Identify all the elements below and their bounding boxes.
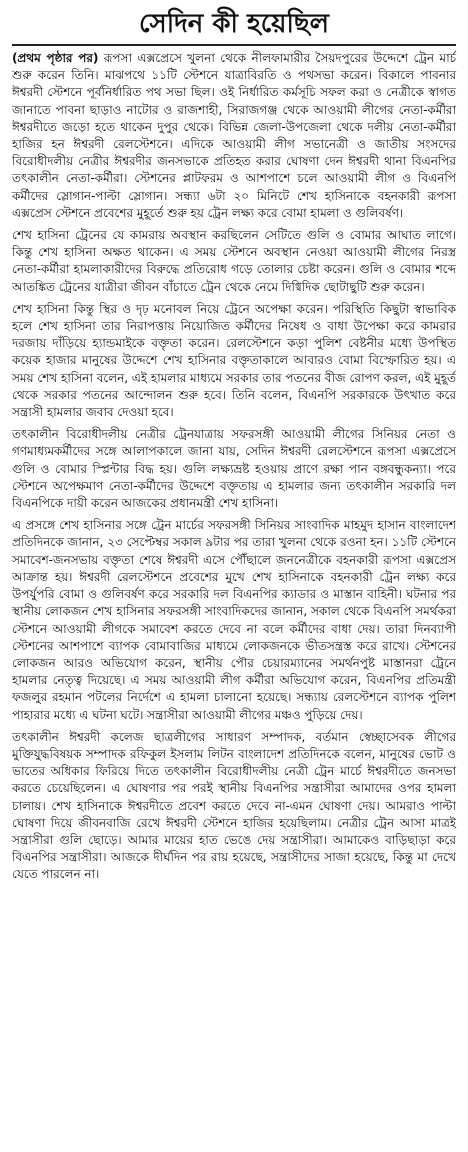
paragraph-text: রূপসা এক্সপ্রেসে খুলনা থেকে নীলফামারীর সৈয়দপুরের উদ্দেশে ট্রেন মার্চ শুরু করেন তিনি। মাঝপথে ১১টি স্টেশনে যাত্রাবিরতি ও পথসভা করেন। বিকালে পাবনার ঈশ্বরদী স্টেশনে পূর্বনির্ধারিত পথ সভা ছিল। ওই নির্ধারিত কর্মসূচি সফল করা ও নেত্রীকে স্বাগত জানাতে পাবনা ছাড়াও নাটোর ও রাজশাহী, সিরাজগঞ্জ থেকে আওয়ামী লীগের নেতা-কর্মীরা ঈশ্বরদীতে জড়ো হতে থাকেন দুপুর থেকে। বিভিন্ন জেলা-উপজেলা থেকে দলীয় নেতা-কর্মীরা হাজির হন ঈশ্বরদী রেলস্টেশনে। এদিকে আওয়ামী লীগ সভানেত্রী ও জাতীয় সংসদের বিরোধীদলীয় নেত্রীর ঈশ্বরদীর জনসভাকে প্রতিহত করার ঘোষণা দেন ঈশ্বরদী থানা বিএনপির তৎকালীন নেতা-কর্মীরা। স্টেশনের প্লাটফরম ও আশপাশে চলে আওয়ামী লীগ ও বিএনপি কর্মীদের স্লোগান-পাল্টা স্লোগান। সন্ধ্যা ৬টা ২০ মিনিটে শেখ হাসিনাকে বহনকারী রূপসা এক্সপ্রেস স্টেশনে প্রবেশের মুহূর্তে শুরু হয় ট্রেন লক্ষ্য করে বোমা হামলা ও গুলিবর্ষণ। xyxy=(12,51,457,220)
article-headline: সেদিন কী হয়েছিল xyxy=(12,6,456,46)
continued-label: (প্রথম পৃষ্ঠার পর) xyxy=(12,51,99,65)
article-paragraph xyxy=(12,50,456,222)
article-paragraph: শেখ হাসিনা কিন্তু স্থির ও দৃঢ় মনোবল নিয়ে ট্রেনে অপেক্ষা করেন। পরিস্থিতি কিছুটা স্বাভাবিক হলে শেখ হাসিনা তার নিরাপত্তায় নিয়োজিত কর্মীদের নিষেধ ও বাধা উপেক্ষা করে কামরার দরজায় দাঁড়িয়ে হ্যান্ডমাইকে বক্তৃতা করেন। রেলস্টেশনে কড়া পুলিশ বেষ্টনীর মধ্যে উপস্থিত কয়েক হাজার মানুষের উদ্দেশে শেখ হাসিনার বক্তৃতাকালে আবারও বোমা বিস্ফোরিত হয়। এ সময় শেখ হাসিনা বলেন, এই হামলার মাধ্যমে সরকার তার পতনের বীজ রোপণ করল, এই মুহূর্ত থেকে সরকার পতনের আন্দোলন শুরু হবে। তিনি বলেন, বিএনপি সরকারকে উৎখাত করে সন্ত্রাসী হামলার জবাব দেওয়া হবে। xyxy=(12,301,456,420)
article-paragraph: তৎকালীন ঈশ্বরদী কলেজ ছাত্রলীগের সাধারণ সম্পাদক, বর্তমান স্বেচ্ছাসেবক লীগের মুক্তিযুদ্ধবিষয়ক সম্পাদক রফিকুল ইসলাম লিটন বাংলাদেশ প্রতিদিনকে বলেন, মানুষের ভোট ও ভাতের অধিকার ফিরিয়ে দিতে তৎকালীন বিরোধীদলীয় নেত্রী ট্রেন মার্চে ঈশ্বরদীতে জনসভা করতে চেয়েছিলেন। এ ঘোষণার পর পরই স্থানীয় বিএনপির সন্ত্রাসীরা আমাদের ওপর হামলা চালায়। শেখ হাসিনাকে ঈশ্বরদীতে প্রবেশ করতে দেবে না-এমন ঘোষণা দেয়। আমরাও পাল্টা ঘোষণা দিয়ে জীবনবাজি রেখে ঈশ্বরদী স্টেশনে হাজির হয়েছিলাম। নেত্রীর ট্রেন আসা মাত্রই সন্ত্রাসীরা গুলি ছোড়ে। আমার মায়ের হাত ভেঙে দেয় সন্ত্রাসীরা। আমাকেও বাড়িছাড়া করে বিএনপির সন্ত্রাসীরা। আজকে দীর্ঘদিন পর রায় হয়েছে, সন্ত্রাসীদের সাজা হয়েছে, কিন্তু মা দেখে যেতে পারলেন না। xyxy=(12,729,456,882)
article-body xyxy=(12,50,456,884)
article-paragraph: তৎকালীন বিরোধীদলীয় নেত্রীর ট্রেনযাত্রায় সফরসঙ্গী আওয়ামী লীগের সিনিয়র নেতা ও গণমাধ্যমকর্মীদের সঙ্গে আলাপকালে জানা যায়, সেদিন ঈশ্বরদী রেলস্টেশনে রূপসা এক্সপ্রেসে গুলি ও বোমার স্প্লিন্টার বিদ্ধ হয়। গুলি লক্ষ্যভ্রষ্ট হওয়ায় প্রাণে রক্ষা পান বঙ্গবন্ধুকন্যা। পরে স্টেশনে অপেক্ষমাণ নেতা-কর্মীদের উদ্দেশে বক্তৃতায় এ হামলার জন্য তৎকালীন সরকারি দল বিএনপিকে দায়ী করেন আজকের প্রধানমন্ত্রী শেখ হাসিনা। xyxy=(12,427,456,511)
article-paragraph: এ প্রসঙ্গে শেখ হাসিনার সঙ্গে ট্রেন মার্চের সফরসঙ্গী সিনিয়র সাংবাদিক মাহমুদ হাসান বাংলাদেশ প্রতিদিনকে জানান, ২৩ সেপ্টেম্বর সকাল ৯টার পর তারা খুলনা থেকে রওনা হন। ১১টি স্টেশনে সমাবেশ-জনসভায় বক্তৃতা শেষে ঈশ্বরদী এসে পৌঁছালে জননেত্রীকে বহনকারী রূপসা এক্সপ্রেস আক্রান্ত হয়। ঈশ্বরদী রেলস্টেশনে প্রবেশের মুখে শেখ হাসিনাকে বহনকারী ট্রেন লক্ষ্য করে উপর্যুপরি বোমা ও গুলিবর্ষণ করে সরকারি দল বিএনপির ক্যাডার ও মাস্তান বাহিনী। ঘটনার পর স্থানীয় লোকজন শেখ হাসিনার সফরসঙ্গী সাংবাদিকদের জানান, সকাল থেকে বিএনপি সমর্থকরা স্টেশনে আওয়ামী লীগকে সমাবেশ করতে দেবে না বলে কর্মীদের বাধা দেয়। তারা দিনব্যাপী স্টেশনের আশপাশে ব্যাপক বোমাবাজির মাধ্যমে লোকজনকে ভীতসন্ত্রস্ত করে রাখে। স্টেশনের লোকজন আরও অভিযোগ করেন, স্থানীয় পৌর চেয়ারম্যানের সমর্থনপুষ্ট মাস্তানরা ট্রেনে হামলার নেতৃত্ব দিয়েছে। এ সময় আওয়ামী লীগ কর্মীরা অভিযোগ করেন, বিএনপির প্রতিমন্ত্রী ফজলুর রহমান পটলের নির্দেশে এ হামলা চালানো হয়েছে। সন্ধ্যায় রেলস্টেশনে ব্যাপক পুলিশ পাহারার মধ্যে এ ঘটনা ঘটে। সন্ত্রাসীরা আওয়ামী লীগের মঞ্চও পুড়িয়ে দেয়। xyxy=(12,518,456,722)
article-paragraph: শেখ হাসিনা ট্রেনের যে কামরায় অবস্থান করছিলেন সেটিতে গুলি ও বোমার আঘাত লাগে। কিন্তু শেখ হাসিনা অক্ষত থাকেন। এ সময় স্টেশনে অবস্থান নেওয়া আওয়ামী লীগের নিরস্ত্র নেতা-কর্মীরা হামলাকারীদের বিরুদ্ধে প্রতিরোধ গড়ে তোলার চেষ্টা করেন। গুলি ও বোমার শব্দে আতঙ্কিত ট্রেনের যাত্রীরা জীবন বাঁচাতে ট্রেন থেকে নেমে দিগ্বিদিক ছোটাছুটি শুরু করেন। xyxy=(12,228,456,294)
